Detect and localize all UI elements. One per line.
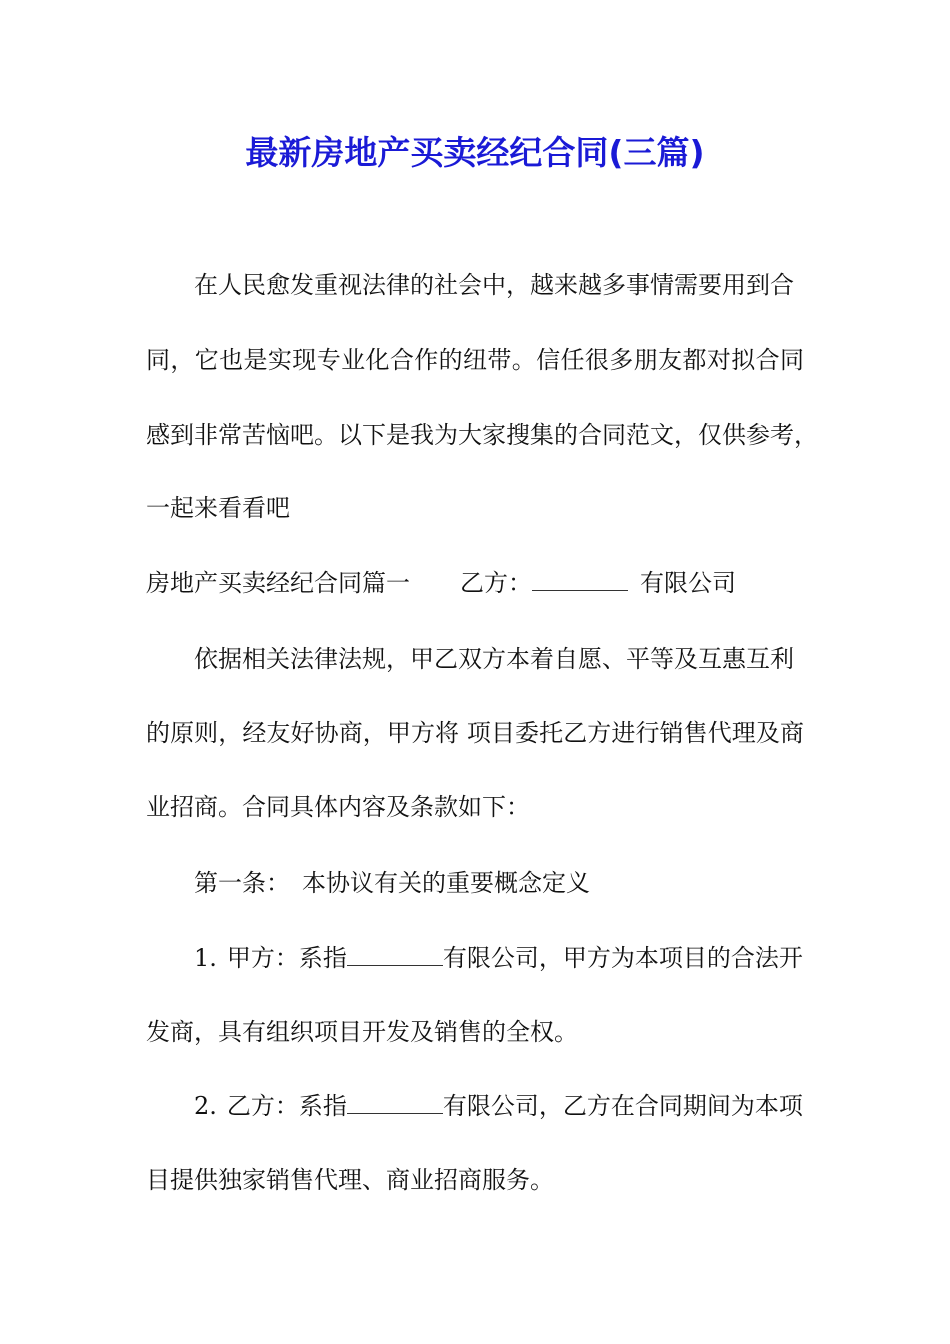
article-1-text: 本协议有关的重要概念定义: [302, 869, 590, 897]
blank-underline: [347, 1091, 443, 1114]
item-2-continuation: 目提供独家销售代理、商业招商服务。: [146, 1166, 554, 1194]
item-2-prefix: 乙方：系指: [226, 1092, 347, 1120]
item-2-suffix: 有限公司，乙方在合同期间为本项: [442, 1092, 803, 1120]
party-b-label: 乙方：: [460, 569, 532, 597]
basis-line-1: 依据相关法律法规，甲乙双方本着自愿、平等及互惠互利: [194, 645, 794, 673]
section-heading-line: [146, 565, 736, 601]
blank-underline: [532, 568, 628, 591]
intro-line-3: 感到非常苦恼吧。以下是我为大家搜集的合同范文，仅供参考，: [146, 421, 818, 449]
article-1-line: [194, 865, 590, 901]
item-1-number: 1.: [194, 944, 217, 972]
item-2-line: [194, 1088, 803, 1124]
item-1-suffix: 有限公司，甲方为本项目的合法开: [442, 944, 803, 972]
blank-underline: [347, 943, 443, 966]
section-title: 房地产买卖经纪合同篇一: [146, 569, 410, 597]
item-1-prefix: 甲方：系指: [226, 944, 347, 972]
intro-line-2: 同，它也是实现专业化合作的纽带。信任很多朋友都对拟合同: [146, 346, 804, 374]
party-b-suffix: 有限公司: [640, 569, 736, 597]
intro-line-4: 一起来看看吧: [146, 494, 290, 522]
intro-line-1: 在人民愈发重视法律的社会中，越来越多事情需要用到合: [194, 271, 794, 299]
article-1-label: 第一条：: [194, 869, 290, 897]
item-1-continuation: 发商，具有组织项目开发及销售的全权。: [146, 1018, 578, 1046]
item-2-number: 2.: [194, 1092, 217, 1120]
basis-line-3: 业招商。合同具体内容及条款如下：: [146, 793, 530, 821]
basis-line-2: 的原则，经友好协商，甲方将 项目委托乙方进行销售代理及商: [146, 719, 804, 747]
document-title: 最新房地产买卖经纪合同(三篇): [245, 133, 705, 172]
item-1-line: [194, 940, 803, 976]
